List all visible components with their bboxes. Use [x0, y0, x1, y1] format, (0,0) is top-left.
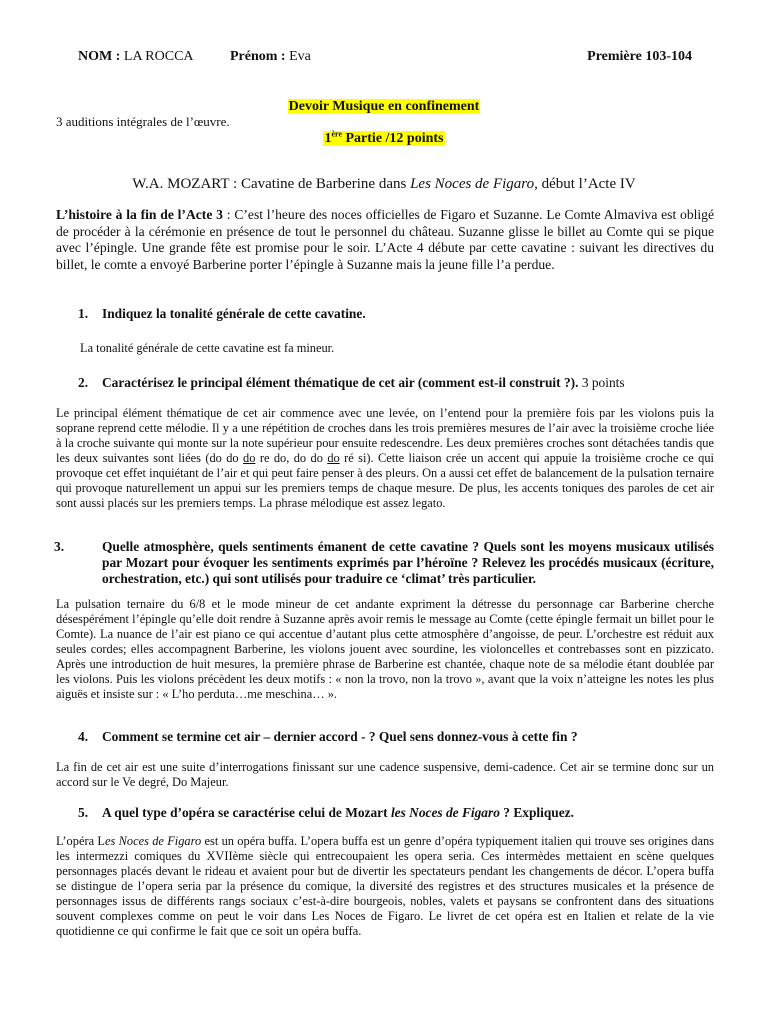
question-5 — [78, 805, 714, 821]
answer-5-opera: es Noces de Figaro — [104, 834, 202, 848]
class-label: Première 103-104 — [587, 49, 692, 64]
answer-2-part-a: Le principal élément thématique de cet air commence avec une levée, on l’entend pour la première fois par les violons puis la soprane reprend cette mélodie. Il y a une répétition de croches dans les trois premières mesures de l’air avec la troisième croche liée à la croche suivante qui monte sur la note supérieur pour ensuite redescendre. Les deux premières croches sont détachées tandis que les deux suivantes sont liées (do do — [56, 406, 714, 465]
question-1-text: Indiquez la tonalité générale de cette cavatine. — [102, 306, 366, 321]
question-4-number: 4. — [78, 729, 89, 744]
question-5-number: 5. — [78, 805, 89, 820]
work-title-prefix: W.A. MOZART : Cavatine de Barberine dans — [132, 176, 411, 192]
first-name-field — [230, 49, 311, 65]
assignment-title-block — [0, 97, 768, 115]
first-name-value: Eva — [289, 49, 311, 64]
student-header — [78, 49, 692, 69]
part-ordinal-suffix: ère — [331, 129, 342, 139]
answer-2-part-c: ré si). Cette liaison crée un accent qui appuie la troisième croche ce qui provoque cet effet inquiétant de l’air et qui peut faire penser à des pleurs. On a aussi cet effet de balancement de la pulsation ternaire qui provoque naturellement un appui sur les premiers temps de chaque mesure. De plus, les accents toniques des paroles de cet air sont aussi placés sur les premiers temps. La phrase mélodique est assez legato. — [56, 451, 714, 510]
part-title — [323, 131, 444, 146]
question-3 — [54, 539, 714, 587]
question-5-text — [102, 805, 574, 820]
name-value: LA ROCCA — [123, 49, 194, 64]
answer-2-underline-2: do — [327, 451, 340, 465]
part-ordinal: 1 — [324, 131, 332, 146]
answer-2-underline-1: do — [243, 451, 256, 465]
answer-2 — [56, 406, 714, 511]
answer-5-part-a: L’opéra L — [56, 834, 105, 848]
question-2-text: Caractérisez le principal élément thématique de cet air (comment est-il construit ?). — [102, 375, 579, 390]
assignment-title: Devoir Musique en confinement — [288, 99, 480, 114]
question-2 — [78, 375, 714, 391]
question-5-opera: les Noces de Figaro — [390, 805, 500, 820]
name-label: NOM : — [78, 49, 121, 64]
question-2-points: 3 points — [578, 375, 625, 390]
question-5-text-b: ? Expliquez. — [499, 805, 574, 820]
answer-4: La fin de cet air est une suite d’interrogations finissant sur une cadence suspensive, demi-cadence. Cet air se termine donc sur un accord sur le Ve degré, Do Majeur. — [56, 760, 714, 789]
question-2-number: 2. — [78, 375, 89, 390]
work-title-opera: Les Noces de Figaro — [410, 176, 535, 192]
answer-5 — [56, 834, 714, 939]
question-1-number: 1. — [78, 306, 89, 321]
work-title — [0, 176, 768, 193]
intro-label: L’histoire à la fin de l’Acte 3 — [56, 207, 223, 222]
intro-text: : C’est l’heure des noces officielles de Figaro et Suzanne. Le Comte Almaviva est obligé de procéder à la cérémonie en présence de tout le personnel du château. Suzanne glisse le billet au Comte qui se pique avec l’épingle. Une grande fête est promise pour le soir. L’Acte 4 débute par cette cavatine : suivant les directives du billet, le comte a envoyé Barberine porter l’épingle à Suzanne mais la jeune fille l’a perdue. — [56, 207, 715, 272]
auditions-note: 3 auditions intégrales de l’œuvre. — [56, 114, 230, 129]
question-4-text: Comment se termine cet air – dernier accord - ? Quel sens donnez-vous à cette fin ? — [102, 729, 578, 744]
answer-5-part-b: est un opéra buffa. L’opera buffa est un genre d’opéra typiquement italien qui trouve ses origines dans les intermezzi comiques du XVIIème siècle qui entrecoupaient les opera seria. Ces intermèdes mettaient en scène quelques personnages placés devant le rideau et avaient pour but de divertir les spectateurs pendant les changements de décor. L’opera buffa se distingue de l’opera seria par la présence du comique, la diversité des registres et des structures musicales et la présence de personnages issus de différents rangs sociaux c’est-à-dire bourgeois, nobles, valets et paysans se confrontent dans des situations souvent complexes comme on peut le voir dans Les Noces de Figaro. Le livret de cet opéra est en Italien et relate de la vie quotidienne ce qui confirme le fait que ce soit un opéra buffa. — [56, 834, 714, 938]
part-rest: Partie /12 points — [342, 131, 444, 146]
part-title-block — [0, 129, 768, 147]
answer-1: La tonalité générale de cette cavatine est fa mineur. — [80, 341, 335, 355]
first-name-label: Prénom : — [230, 49, 286, 64]
question-3-text: Quelle atmosphère, quels sentiments émanent de cette cavatine ? Quels sont les moyens musicaux utilisés par Mozart pour évoquer les sentiments exprimés par l’héroïne ? Relevez les procédés musicaux (écriture, orchestration, etc.) qui sont utilisés pour traduire ce ‘climat’ très particulier. — [102, 539, 714, 586]
question-5-text-a: A quel type d’opéra se caractérise celui de Mozart — [102, 805, 391, 820]
work-title-suffix: , début l’Acte IV — [534, 176, 636, 192]
answer-2-part-b: re do, do do — [255, 451, 328, 465]
answer-3: La pulsation ternaire du 6/8 et le mode mineur de cet andante expriment la détresse du personnage car Barberine cherche désespérément l’épingle qu’elle doit rendre à Suzanne après avoir remis le message au Comte (cette épingle fermait un billet pour le Comte). La nuance de l’air est piano ce qui accentue d’autant plus cette atmosphère d’angoisse, de peur. L’orchestre est réduit aux seules cordes; elles accompagnent Barberine, les violons jouent avec sourdine, les violoncelles et contrebasses sont en pizzicato. Après une introduction de huit mesures, la première phrase de Barberine est chantée, chaque note de sa mélodie étant doublée par les violons. Puis les violons précèdent les deux motifs : « non la trovo, non la trovo », avant que la voix n’atteigne les notes les plus aiguës et insiste sur : « L’ho perduta…me meschina… ». — [56, 597, 714, 701]
question-3-number: 3. — [54, 539, 65, 554]
name-field — [78, 49, 194, 65]
intro-paragraph — [56, 207, 714, 273]
question-4 — [78, 729, 714, 745]
question-1 — [78, 306, 714, 322]
